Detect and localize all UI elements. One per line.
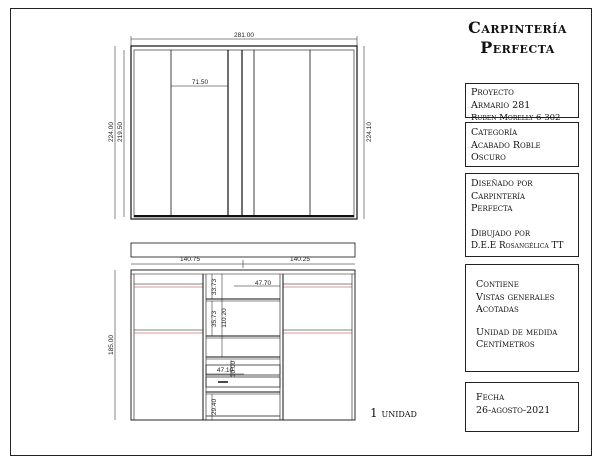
contents-box	[465, 264, 579, 372]
dim-outer-height: 224.00	[108, 122, 115, 142]
dim-door-width: 71.50	[191, 79, 209, 86]
dim-right-width: 140.25	[290, 256, 310, 263]
date-label: Fecha	[476, 392, 505, 403]
front-view	[115, 36, 364, 219]
date-value: 26-agosto-2021	[476, 404, 551, 416]
front-view-outline	[131, 46, 357, 219]
interior-top-panel	[131, 243, 355, 257]
dim-shelf-b: 35.73	[211, 310, 218, 328]
project-label: Proyecto	[471, 87, 514, 98]
drawn-by: D.E.E Rosangélica TT	[471, 241, 564, 251]
interior-outline	[131, 270, 355, 420]
category-line1: Acabado Roble	[471, 139, 541, 151]
unit-label: Unidad de medida	[476, 326, 558, 338]
design-label: Diseñado por	[471, 178, 533, 189]
dim-drawer-height: 10.00	[230, 360, 237, 378]
category-label: Categoría	[471, 127, 518, 138]
design-box	[465, 173, 579, 257]
quantity-note: 1 unidad	[370, 406, 417, 420]
dim-right-height: 224.10	[366, 122, 373, 142]
design-line2: Perfecta	[471, 203, 513, 214]
company-name-line2: Perfecta	[480, 38, 555, 57]
project-box	[465, 83, 579, 123]
drawn-label: Dibujado por	[471, 227, 531, 239]
design-line1: Carpintería	[471, 190, 526, 202]
project-address: Ruben Morelly 6-302	[471, 113, 561, 123]
dim-base: 29.40	[211, 398, 218, 416]
dim-left-width: 140.75	[180, 256, 200, 263]
contents-line1: Contiene	[476, 279, 519, 290]
project-name: Armario 281	[471, 99, 531, 111]
front-view-inner-frame	[134, 50, 354, 217]
dim-inner-height: 219.50	[117, 122, 124, 142]
dim-overall-width: 281.00	[234, 32, 254, 39]
contents-line3: Acotadas	[476, 304, 519, 315]
dim-shelf-a: 33.73	[211, 278, 218, 296]
category-line2: Oscuro	[471, 152, 506, 163]
dim-shelf-width: 47.70	[254, 280, 272, 287]
company-name-line1: Carpintería	[468, 18, 567, 37]
dim-drawer-zone: 110.20	[221, 308, 228, 328]
contents-line2: Vistas generales	[476, 291, 555, 303]
company-title-box	[455, 18, 580, 70]
dim-interior-height: 185.00	[108, 335, 115, 355]
date-box	[465, 382, 579, 432]
interior-view	[115, 243, 355, 420]
category-box	[465, 122, 579, 167]
dim-drawer-width: 47.10	[216, 367, 234, 374]
unit-value: Centímetros	[476, 339, 535, 350]
